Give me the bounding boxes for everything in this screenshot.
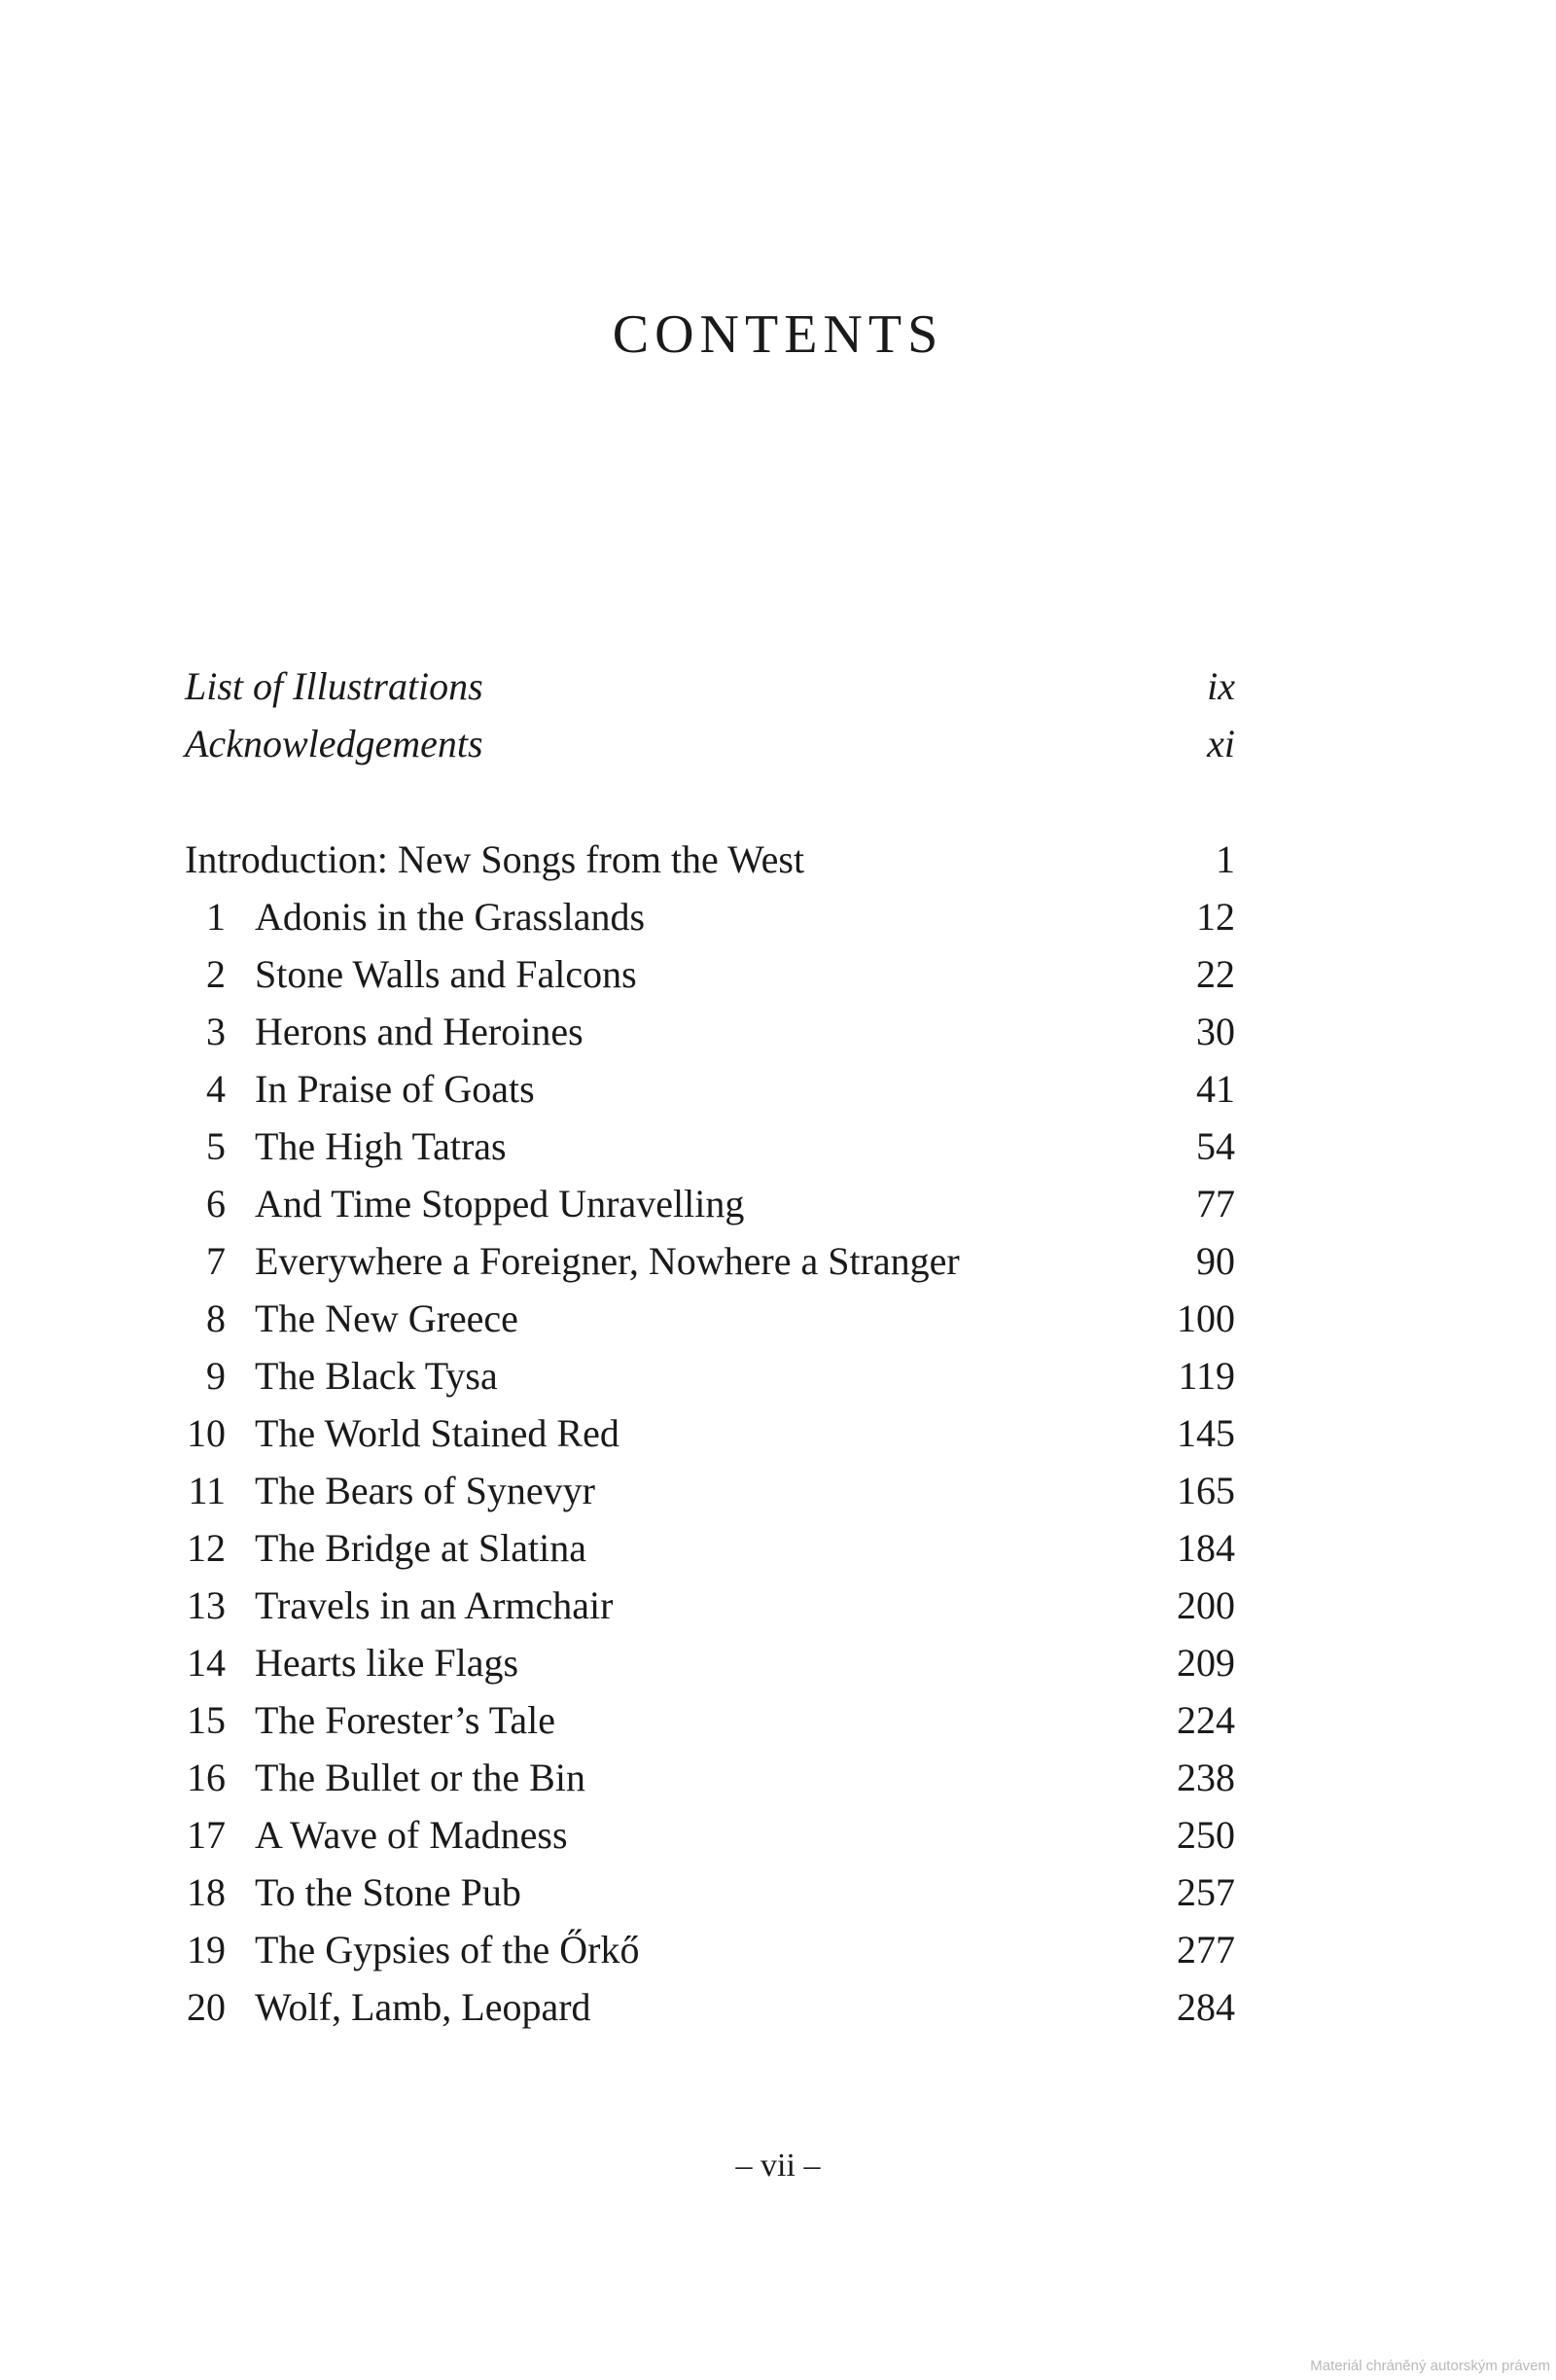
chapter-page: 257 — [1177, 1870, 1235, 1914]
toc-chapter-9[interactable] — [185, 1347, 1235, 1404]
chapter-title: The Gypsies of the Őrkő — [255, 1928, 640, 1971]
toc-entry-introduction[interactable] — [185, 831, 1235, 888]
toc-chapter-15[interactable] — [185, 1691, 1235, 1749]
chapter-title: Hearts like Flags — [255, 1641, 519, 1685]
chapter-number: 1 — [206, 895, 226, 939]
toc-chapter-11[interactable] — [185, 1462, 1235, 1519]
chapter-number: 2 — [206, 952, 226, 996]
toc-chapter-7[interactable] — [185, 1232, 1235, 1290]
toc-entry-title: Acknowledgements — [185, 722, 483, 765]
chapter-title: And Time Stopped Unravelling — [255, 1182, 745, 1226]
chapter-title: Everywhere a Foreigner, Nowhere a Stranger — [255, 1239, 960, 1283]
chapter-page: 12 — [1196, 895, 1235, 939]
chapter-page: 238 — [1177, 1756, 1235, 1799]
chapter-title: The Bridge at Slatina — [255, 1526, 587, 1570]
chapter-page: 284 — [1177, 1985, 1235, 2029]
chapter-title: Adonis in the Grasslands — [255, 895, 646, 939]
chapter-number: 19 — [187, 1928, 226, 1971]
page-number: – vii – — [735, 2148, 821, 2184]
toc-chapter-1[interactable] — [185, 888, 1235, 945]
chapter-number: 7 — [206, 1239, 226, 1283]
chapter-title: To the Stone Pub — [255, 1870, 521, 1914]
toc-entry-title: List of Illustrations — [185, 664, 483, 708]
chapter-title: Herons and Heroines — [255, 1010, 584, 1053]
toc-chapter-19[interactable] — [185, 1921, 1235, 1978]
chapter-number: 15 — [187, 1698, 226, 1742]
chapter-page: 165 — [1177, 1469, 1235, 1512]
chapter-number: 12 — [187, 1526, 226, 1570]
chapter-number: 13 — [187, 1583, 226, 1627]
toc-chapter-6[interactable] — [185, 1175, 1235, 1232]
chapter-title: In Praise of Goats — [255, 1067, 535, 1111]
chapter-number: 5 — [206, 1124, 226, 1168]
toc-chapter-5[interactable] — [185, 1118, 1235, 1175]
chapter-page: 41 — [1196, 1067, 1235, 1111]
chapter-page: 277 — [1177, 1928, 1235, 1971]
toc-chapter-3[interactable] — [185, 1003, 1235, 1060]
toc-chapter-17[interactable] — [185, 1806, 1235, 1864]
chapter-title: The Bullet or the Bin — [255, 1756, 585, 1799]
toc-entry-acknowledgements[interactable] — [185, 715, 1235, 772]
toc-chapter-4[interactable] — [185, 1060, 1235, 1118]
chapter-page: 209 — [1177, 1641, 1235, 1685]
chapter-page: 224 — [1177, 1698, 1235, 1742]
chapter-title: The New Greece — [255, 1297, 518, 1340]
chapter-title: The World Stained Red — [255, 1411, 619, 1455]
chapter-number: 18 — [187, 1870, 226, 1914]
chapter-number: 4 — [206, 1067, 226, 1111]
chapter-number: 11 — [188, 1469, 226, 1512]
chapter-page: 250 — [1177, 1813, 1235, 1857]
toc-chapter-16[interactable] — [185, 1749, 1235, 1806]
chapter-title: The Bears of Synevyr — [255, 1469, 595, 1512]
toc-entry-page: xi — [1207, 722, 1235, 765]
chapter-number: 10 — [187, 1411, 226, 1455]
toc-chapter-8[interactable] — [185, 1290, 1235, 1347]
chapter-title: The Black Tysa — [255, 1354, 498, 1398]
chapter-page: 30 — [1196, 1010, 1235, 1053]
toc-chapter-14[interactable] — [185, 1634, 1235, 1691]
toc-entry-title: Introduction: New Songs from the West — [185, 837, 805, 881]
toc-entry-list-of-illustrations[interactable] — [185, 657, 1235, 715]
toc-chapter-20[interactable] — [185, 1978, 1235, 2036]
toc-chapter-13[interactable] — [185, 1577, 1235, 1634]
toc-chapter-2[interactable] — [185, 945, 1235, 1003]
chapter-number: 20 — [187, 1985, 226, 2029]
chapter-title: The High Tatras — [255, 1124, 507, 1168]
chapter-page: 145 — [1177, 1411, 1235, 1455]
chapter-page: 22 — [1196, 952, 1235, 996]
chapter-page: 100 — [1177, 1297, 1235, 1340]
chapter-title: Stone Walls and Falcons — [255, 952, 637, 996]
chapter-title: Travels in an Armchair — [255, 1583, 614, 1627]
toc-entry-page: ix — [1207, 664, 1235, 708]
chapter-page: 184 — [1177, 1526, 1235, 1570]
chapter-number: 9 — [206, 1354, 226, 1398]
chapter-number: 14 — [187, 1641, 226, 1685]
chapter-page: 90 — [1196, 1239, 1235, 1283]
chapter-number: 17 — [187, 1813, 226, 1857]
toc-entry-page: 1 — [1216, 837, 1235, 881]
chapter-number: 16 — [187, 1756, 226, 1799]
chapter-page: 77 — [1196, 1182, 1235, 1226]
toc-chapter-12[interactable] — [185, 1519, 1235, 1577]
chapter-title: Wolf, Lamb, Leopard — [255, 1985, 591, 2029]
chapter-page: 200 — [1177, 1583, 1235, 1627]
chapter-title: The Forester’s Tale — [255, 1698, 555, 1742]
toc-chapter-18[interactable] — [185, 1864, 1235, 1921]
copyright-watermark: Materiál chráněný autorským právem — [1310, 2358, 1550, 2374]
page-title: CONTENTS — [612, 304, 944, 365]
chapter-page: 119 — [1178, 1354, 1235, 1398]
chapter-number: 8 — [206, 1297, 226, 1340]
chapter-title: A Wave of Madness — [255, 1813, 568, 1857]
chapter-number: 6 — [206, 1182, 226, 1226]
chapter-page: 54 — [1196, 1124, 1235, 1168]
toc-chapter-10[interactable] — [185, 1404, 1235, 1462]
chapter-number: 3 — [206, 1010, 226, 1053]
